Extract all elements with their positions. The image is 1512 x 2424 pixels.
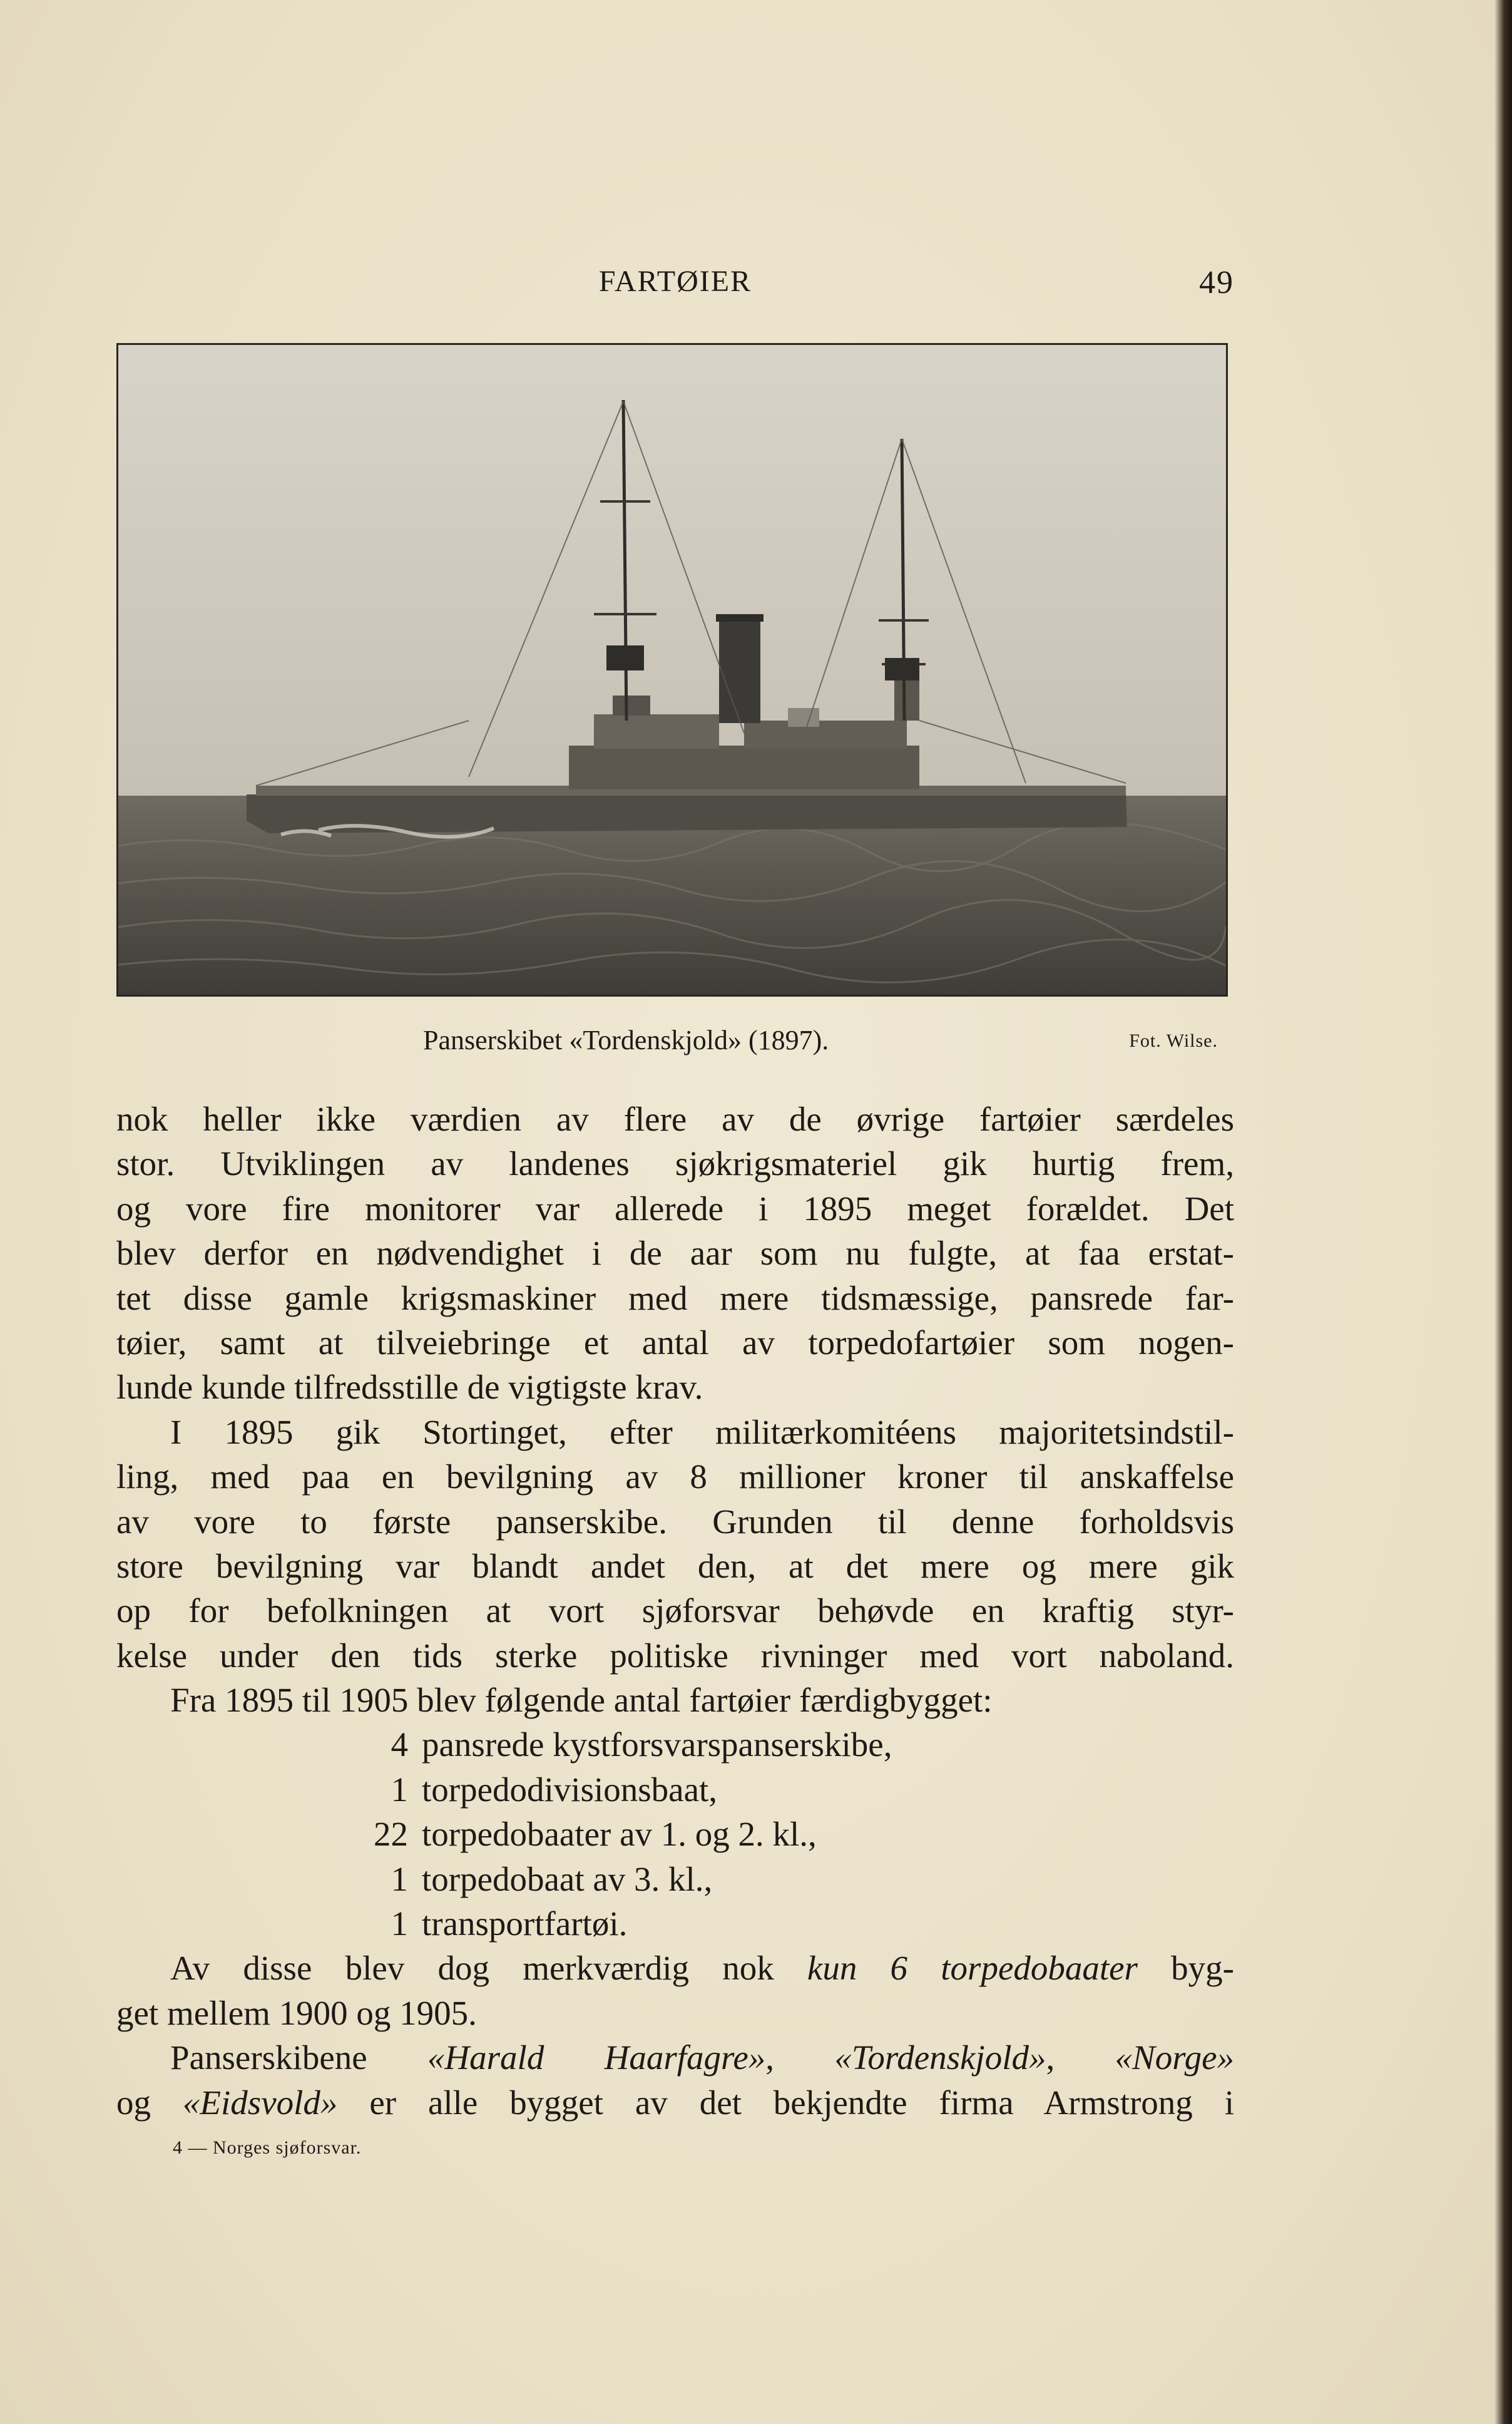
text-line-12: op for befolkningen at vort sjøforsvar behøvde en kraftig styr-: [116, 1591, 1234, 1630]
battleship-photograph: [116, 343, 1228, 997]
text-line-para3-end: get mellem 1900 og 1905.: [116, 1993, 477, 2032]
list-count: 22: [374, 1815, 408, 1854]
list-label: pansrede kystforsvarspanserskibe,: [422, 1725, 892, 1764]
text-line-4: blev derfor en nødvendighet i de aar som nu fulgte, at faa erstat-: [116, 1234, 1234, 1273]
page-edge-shadow: [1494, 0, 1512, 2424]
list-label: transportfartøi.: [422, 1904, 628, 1943]
para3-post: byg-: [1137, 1949, 1234, 1988]
text-line-8: I 1895 gik Stortinget, efter militærkomitéens majoritetsindstil-: [170, 1412, 1234, 1451]
para3-italic: kun 6 torpedobaater: [807, 1949, 1138, 1988]
list-item: [116, 1767, 1234, 1812]
para4-g: og: [116, 2083, 183, 2122]
ship-name-eidsvold: «Eidsvold»: [182, 2083, 338, 2122]
list-count: 1: [391, 1859, 408, 1898]
text-line-para4-2: [116, 2080, 1234, 2125]
list-count: 4: [391, 1725, 408, 1764]
para4-e: ,: [1046, 2038, 1115, 2077]
para4-c: ,: [765, 2038, 835, 2077]
running-head: [116, 264, 1234, 302]
body-text: [116, 1097, 1234, 2125]
text-line-13: kelse under den tids sterke politiske rivninger med vort naboland.: [116, 1636, 1234, 1675]
caption-text: Panserskibet «Tordenskjold» (1897).: [423, 1025, 829, 1055]
signature-mark: 4 — Norges sjøforsvar.: [173, 2137, 362, 2158]
list-label: torpedodivisionsbaat,: [422, 1770, 718, 1809]
list-item: [116, 1812, 1234, 1856]
text-line-14: Fra 1895 til 1905 blev følgende antal fartøier færdigbygget:: [170, 1681, 993, 1720]
list-item: [116, 1901, 1234, 1946]
page-number: 49: [1199, 265, 1234, 300]
text-line-para3: [116, 1946, 1234, 1990]
text-line-2: stor. Utviklingen av landenes sjøkrigsmateriel gik hurtig frem,: [116, 1144, 1234, 1183]
ship-name-tordenskjold: «Tordenskjold»: [834, 2038, 1046, 2077]
list-item: [116, 1722, 1234, 1767]
text-line-3: og vore fire monitorer var allerede i 1895 meget forældet. Det: [116, 1189, 1234, 1228]
para4-i: er alle bygget av det bekjendte firma Armstrong i: [337, 2083, 1235, 2122]
text-line-10: av vore to første panserskibe. Grunden til denne forholdsvis: [116, 1502, 1234, 1541]
text-line-para4: [116, 2035, 1234, 2080]
figure-caption: [116, 1024, 1234, 1062]
list-count: 1: [391, 1904, 408, 1943]
photo-credit: Fot. Wilse.: [1129, 1030, 1218, 1051]
text-line-6: tøier, samt at tilveiebringe et antal av torpedofartøier som nogen-: [116, 1323, 1234, 1362]
battleship-illustration: [118, 345, 1226, 995]
list-item: [116, 1857, 1234, 1901]
ship-name-norge: «Norge»: [1115, 2038, 1235, 2077]
list-count: 1: [391, 1770, 408, 1809]
para4-a: Panserskibene: [170, 2038, 427, 2077]
running-title: FARTØIER: [598, 265, 752, 298]
list-label: torpedobaater av 1. og 2. kl.,: [422, 1815, 817, 1854]
text-line-11: store bevilgning var blandt andet den, at det mere og mere gik: [116, 1546, 1234, 1585]
list-label: torpedobaat av 3. kl.,: [422, 1859, 713, 1898]
ship-name-harald-haarfagre: «Harald Haarfagre»: [427, 2038, 766, 2077]
para3-pre: Av disse blev dog merkværdig nok: [170, 1949, 807, 1988]
text-line-5: tet disse gamle krigsmaskiner med mere tidsmæssige, pansrede far-: [116, 1278, 1234, 1317]
text-line-7: lunde kunde tilfredsstille de vigtigste krav.: [116, 1368, 703, 1407]
text-line-1: nok heller ikke værdien av flere av de øvrige fartøier særdeles: [116, 1100, 1234, 1138]
text-line-9: ling, med paa en bevilgning av 8 millioner kroner til anskaffelse: [116, 1457, 1234, 1496]
